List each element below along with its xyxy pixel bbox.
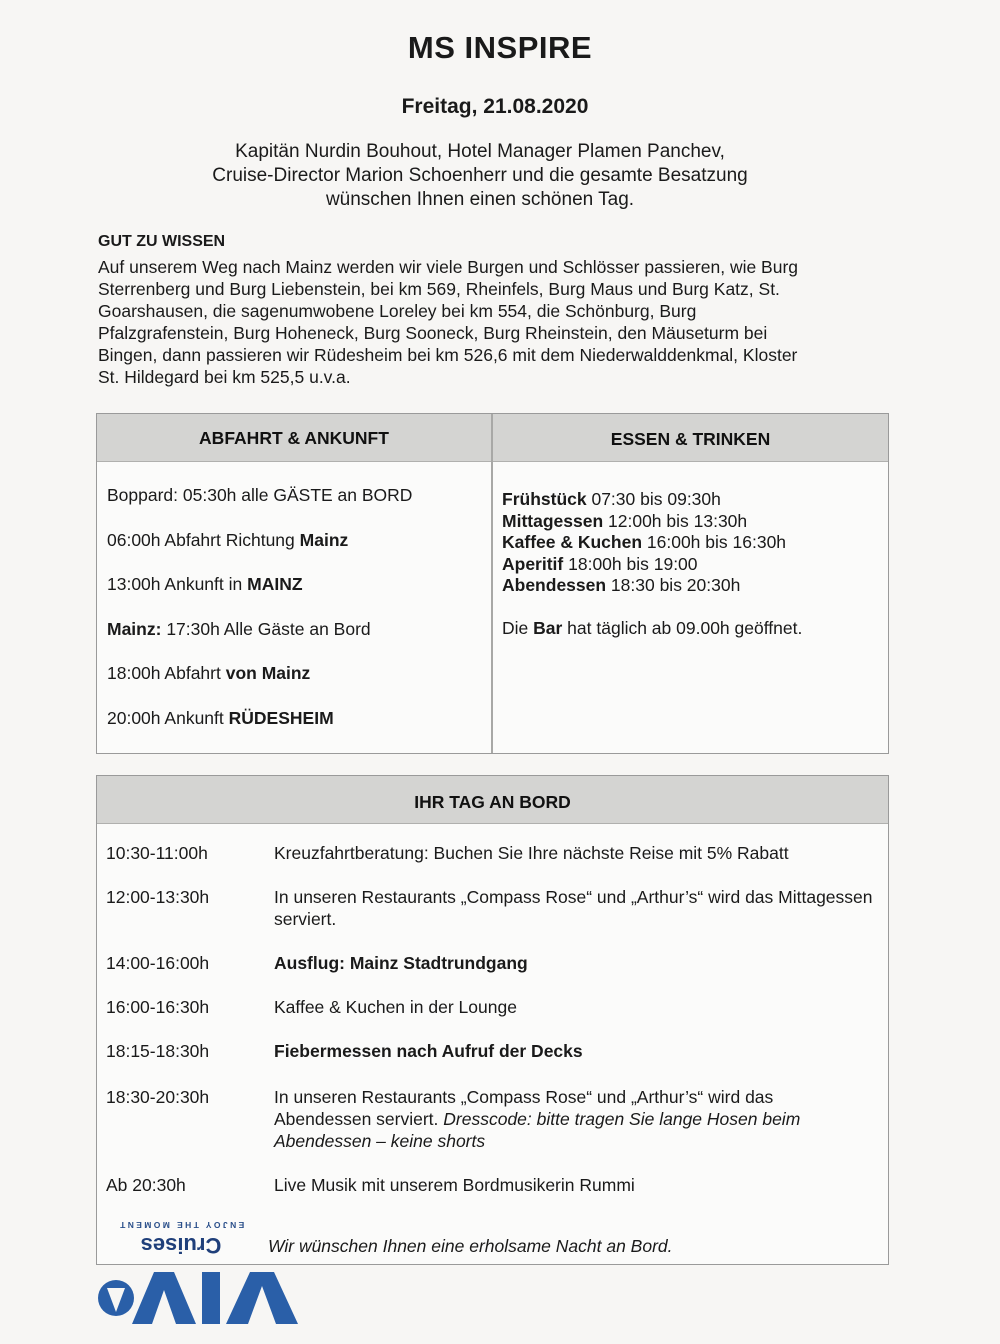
greeting-line: wünschen Ihnen einen schönen Tag. [325, 189, 635, 210]
schedule-time: Ab 20:30h [106, 1175, 186, 1195]
schedule-text: Live Musik mit unserem Bordmusikerin Rummi [274, 1175, 635, 1195]
departure-arrival-list [107, 484, 487, 751]
schedule-row [97, 886, 888, 952]
schedule-text: In unseren Restaurants „Compass Rose“ und „Arthur’s“ wird das Abendessen serviert. Dresscode: bitte tragen Sie lange Hosen beim Abendessen – keine shorts [274, 1087, 801, 1151]
day-on-board-box [96, 775, 889, 1265]
day-on-board-heading: IHR TAG AN BORD [97, 776, 888, 824]
schedule-text: Fiebermessen nach Aufruf der Decks [274, 1041, 583, 1061]
departure-arrival-heading: ABFAHRT & ANKUNFT [97, 414, 491, 462]
schedule-time: 18:15-18:30h [106, 1041, 210, 1061]
greeting-line: Cruise-Director Marion Schoenherr und die gesamte Besatzung [212, 165, 748, 186]
column-divider [491, 414, 493, 753]
meal-row: Frühstück 07:30 bis 09:30h [502, 489, 721, 509]
good-to-know-line: Goarshausen, die sagenumwobene Loreley bei km 554, die Schönburg, Burg [98, 301, 697, 321]
departure-dining-box [96, 413, 889, 754]
meal-row: Kaffee & Kuchen 16:00h bis 16:30h [502, 532, 787, 552]
schedule-text: Kreuzfahrtberatung: Buchen Sie Ihre nächste Reise mit 5% Rabatt [274, 843, 789, 863]
good-to-know-heading: GUT ZU WISSEN [98, 233, 226, 250]
departure-row: 20:00h Ankunft RÜDESHEIM [107, 707, 334, 728]
schedule-row [97, 842, 888, 886]
meal-row: Aperitif 18:00h bis 19:00 [502, 553, 698, 574]
schedule-time: 10:30-11:00h [106, 843, 208, 863]
schedule-row [97, 1040, 888, 1086]
food-drink-heading: ESSEN & TRINKEN [493, 414, 888, 462]
good-to-know-line: Sterrenberg und Burg Liebenstein, bei km 569, Rheinfels, Burg Maus und Burg Katz, St. [98, 279, 780, 299]
schedule-row [97, 1086, 888, 1174]
food-drink-list [502, 489, 882, 639]
program-date: Freitag, 21.08.2020 [401, 95, 589, 118]
schedule-row [97, 1174, 888, 1214]
meal-row: Abendessen 18:30 bis 20:30h [502, 575, 741, 595]
departure-row: 18:00h Abfahrt von Mainz [107, 663, 311, 683]
schedule-text: Kaffee & Kuchen in der Lounge [274, 997, 517, 1017]
schedule-text: In unseren Restaurants „Compass Rose“ und „Arthur’s“ wird das Mittagessen serviert. [274, 887, 873, 929]
viva-cruises-logo [96, 1220, 306, 1335]
good-to-know-line: Auf unserem Weg nach Mainz werden wir viele Burgen und Schlösser passieren, wie Burg [98, 257, 799, 277]
schedule-list [97, 842, 888, 1214]
meal-row: Mittagessen 12:00h bis 13:30h [502, 510, 748, 531]
departure-row: 06:00h Abfahrt Richtung Mainz [107, 529, 349, 550]
schedule-text: Ausflug: Mainz Stadtrundgang [274, 953, 528, 973]
good-to-know-line: Pfalzgrafenstein, Burg Hoheneck, Burg Sooneck, Burg Rheinstein, den Mäuseturm bei [98, 323, 768, 343]
greeting-line: Kapitän Nurdin Bouhout, Hotel Manager Plamen Panchev, [235, 141, 725, 162]
ship-title: MS INSPIRE [407, 30, 593, 65]
schedule-time: 18:30-20:30h [106, 1087, 210, 1107]
schedule-row [97, 952, 888, 996]
good-to-know-text [98, 256, 888, 388]
departure-row: 13:00h Ankunft in MAINZ [107, 574, 303, 594]
good-to-know-line: Bingen, dann passieren wir Rüdesheim bei km 526,6 mit dem Niederwalddenkmal, Kloster [98, 345, 798, 365]
greeting [0, 140, 960, 212]
good-to-know-line: St. Hildegard bei km 525,5 u.v.a. [98, 367, 351, 387]
schedule-time: 16:00-16:30h [106, 997, 210, 1017]
closing-message: Wir wünschen Ihnen eine erholsame Nacht an Bord. [268, 1236, 673, 1256]
logo-subtitle: Cruises [140, 1233, 222, 1258]
schedule-time: 12:00-13:30h [106, 887, 210, 907]
departure-row: Mainz: 17:30h Alle Gäste an Bord [107, 618, 371, 639]
bar-hours: Die Bar hat täglich ab 09.00h geöffnet. [502, 617, 803, 638]
schedule-time: 14:00-16:00h [106, 953, 210, 973]
viva-logo-icon [96, 1264, 306, 1334]
schedule-row [97, 996, 888, 1040]
departure-row: Boppard: 05:30h alle GÄSTE an BORD [107, 485, 413, 505]
logo-tagline: ENJOY THE MOMENT [117, 1220, 245, 1230]
